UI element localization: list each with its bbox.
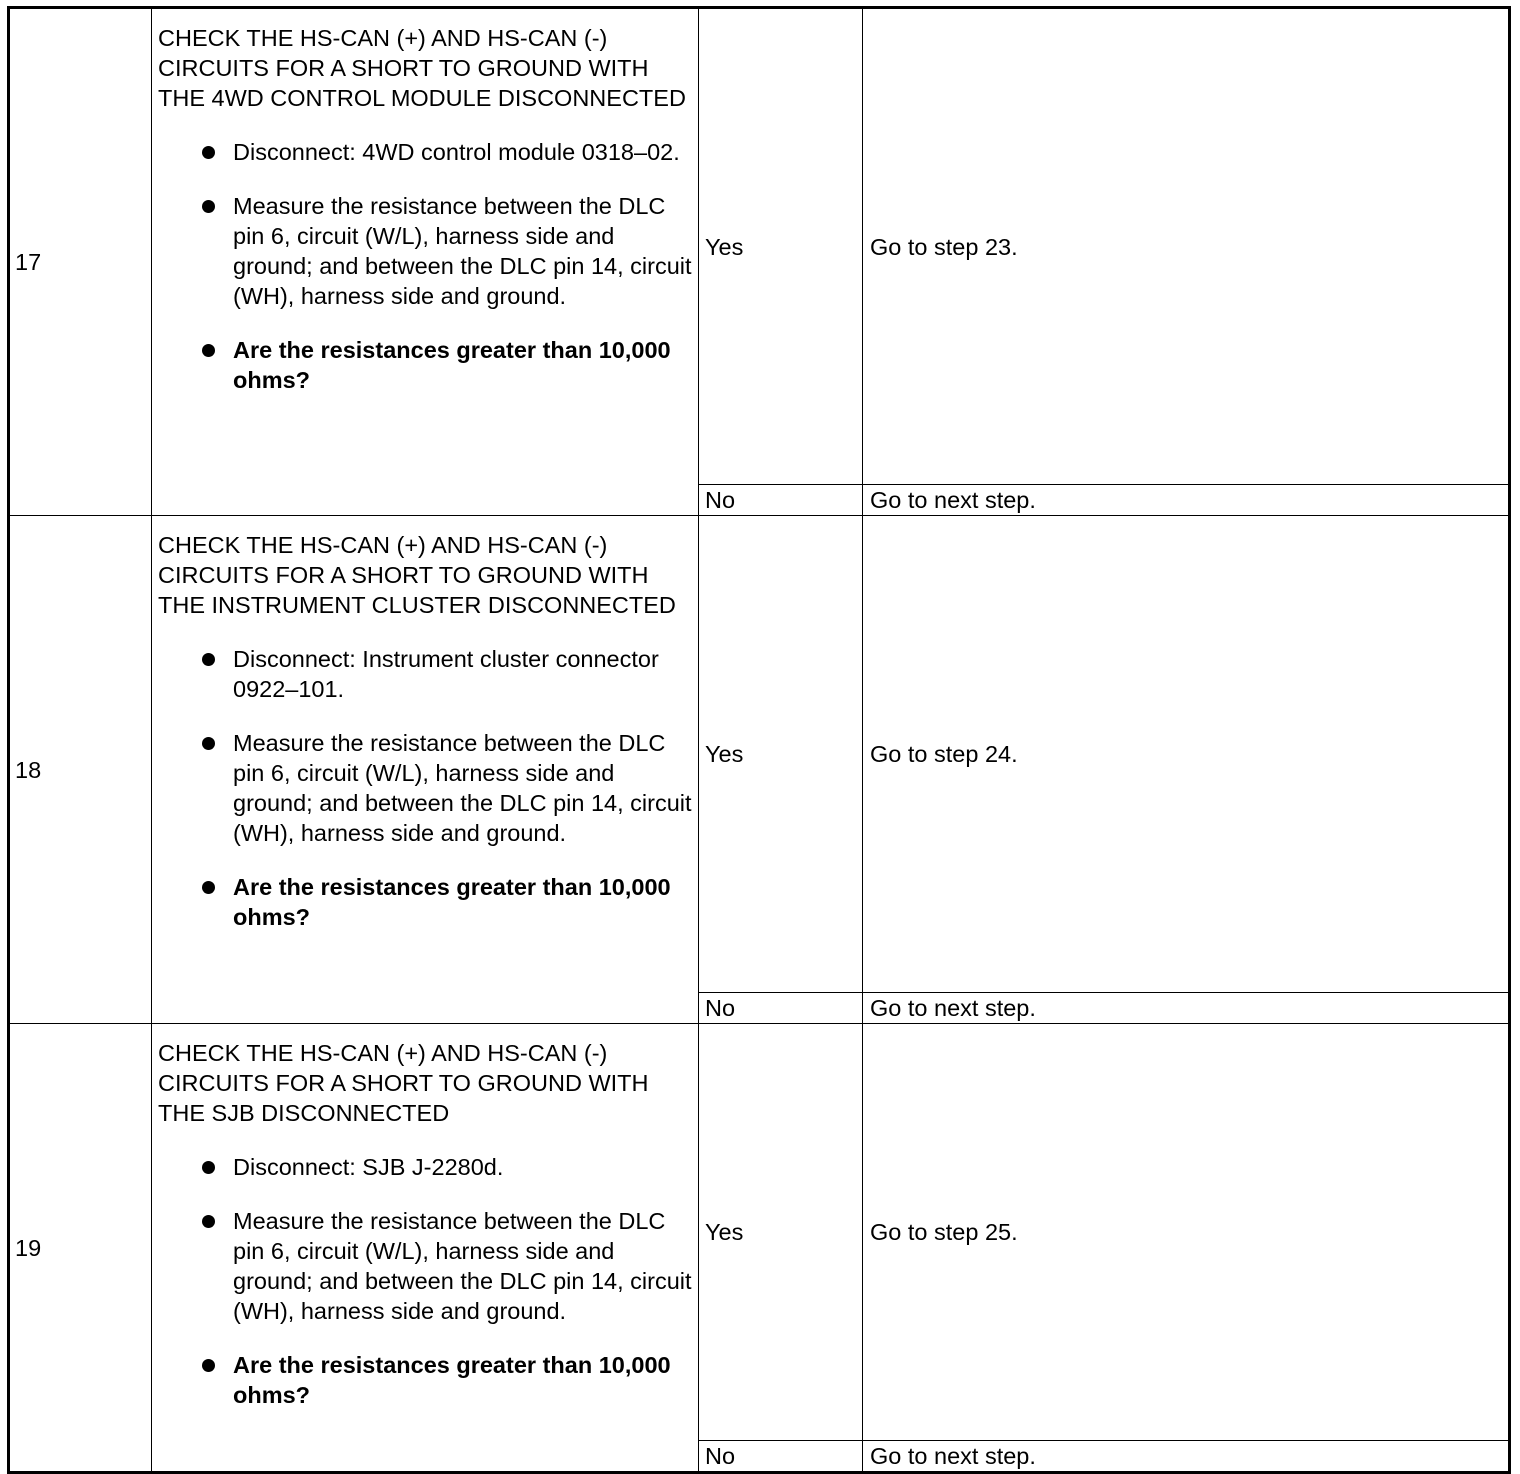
step-number: 18 <box>9 516 152 1024</box>
step-instructions <box>152 1024 699 1473</box>
action-yes: Go to step 24. <box>863 516 1510 993</box>
step-bullet-list <box>158 1152 692 1410</box>
step-number: 19 <box>9 1024 152 1473</box>
action-yes: Go to step 23. <box>863 8 1510 485</box>
result-no: No <box>699 993 863 1024</box>
diagnostic-table <box>7 6 1511 1474</box>
step-bullet-list <box>158 644 692 932</box>
step-instructions <box>152 8 699 516</box>
bullet-question: Are the resistances greater than 10,000 ohms? <box>158 335 692 395</box>
bullet-item: Disconnect: Instrument cluster connector 0922–101. <box>158 644 692 704</box>
step-row-19 <box>9 1024 1510 1441</box>
bullet-item: Disconnect: SJB J-2280d. <box>158 1152 692 1182</box>
step-bullet-list <box>158 137 692 395</box>
step-number: 17 <box>9 8 152 516</box>
result-no: No <box>699 485 863 516</box>
bullet-question: Are the resistances greater than 10,000 ohms? <box>158 872 692 932</box>
step-heading: CHECK THE HS-CAN (+) AND HS-CAN (-) CIRCUITS FOR A SHORT TO GROUND WITH THE SJB DISCONNECTED <box>158 1040 649 1126</box>
result-yes: Yes <box>699 1024 863 1441</box>
result-yes: Yes <box>699 8 863 485</box>
action-yes: Go to step 25. <box>863 1024 1510 1441</box>
step-row-18 <box>9 516 1510 993</box>
bullet-item: Measure the resistance between the DLC pin 6, circuit (W/L), harness side and ground; and between the DLC pin 14, circuit (WH), harness side and ground. <box>158 191 692 311</box>
bullet-question: Are the resistances greater than 10,000 ohms? <box>158 1350 692 1410</box>
result-yes: Yes <box>699 516 863 993</box>
action-no: Go to next step. <box>863 1441 1510 1473</box>
bullet-item: Measure the resistance between the DLC pin 6, circuit (W/L), harness side and ground; and between the DLC pin 14, circuit (WH), harness side and ground. <box>158 728 692 848</box>
step-instructions <box>152 516 699 1024</box>
step-row-17 <box>9 8 1510 485</box>
bullet-item: Measure the resistance between the DLC pin 6, circuit (W/L), harness side and ground; and between the DLC pin 14, circuit (WH), harness side and ground. <box>158 1206 692 1326</box>
step-heading: CHECK THE HS-CAN (+) AND HS-CAN (-) CIRCUITS FOR A SHORT TO GROUND WITH THE INSTRUMENT CLUSTER DISCONNECTED <box>158 532 676 618</box>
bullet-item: Disconnect: 4WD control module 0318–02. <box>158 137 692 167</box>
result-no: No <box>699 1441 863 1473</box>
action-no: Go to next step. <box>863 993 1510 1024</box>
action-no: Go to next step. <box>863 485 1510 516</box>
step-heading: CHECK THE HS-CAN (+) AND HS-CAN (-) CIRCUITS FOR A SHORT TO GROUND WITH THE 4WD CONTROL MODULE DISCONNECTED <box>158 25 686 111</box>
